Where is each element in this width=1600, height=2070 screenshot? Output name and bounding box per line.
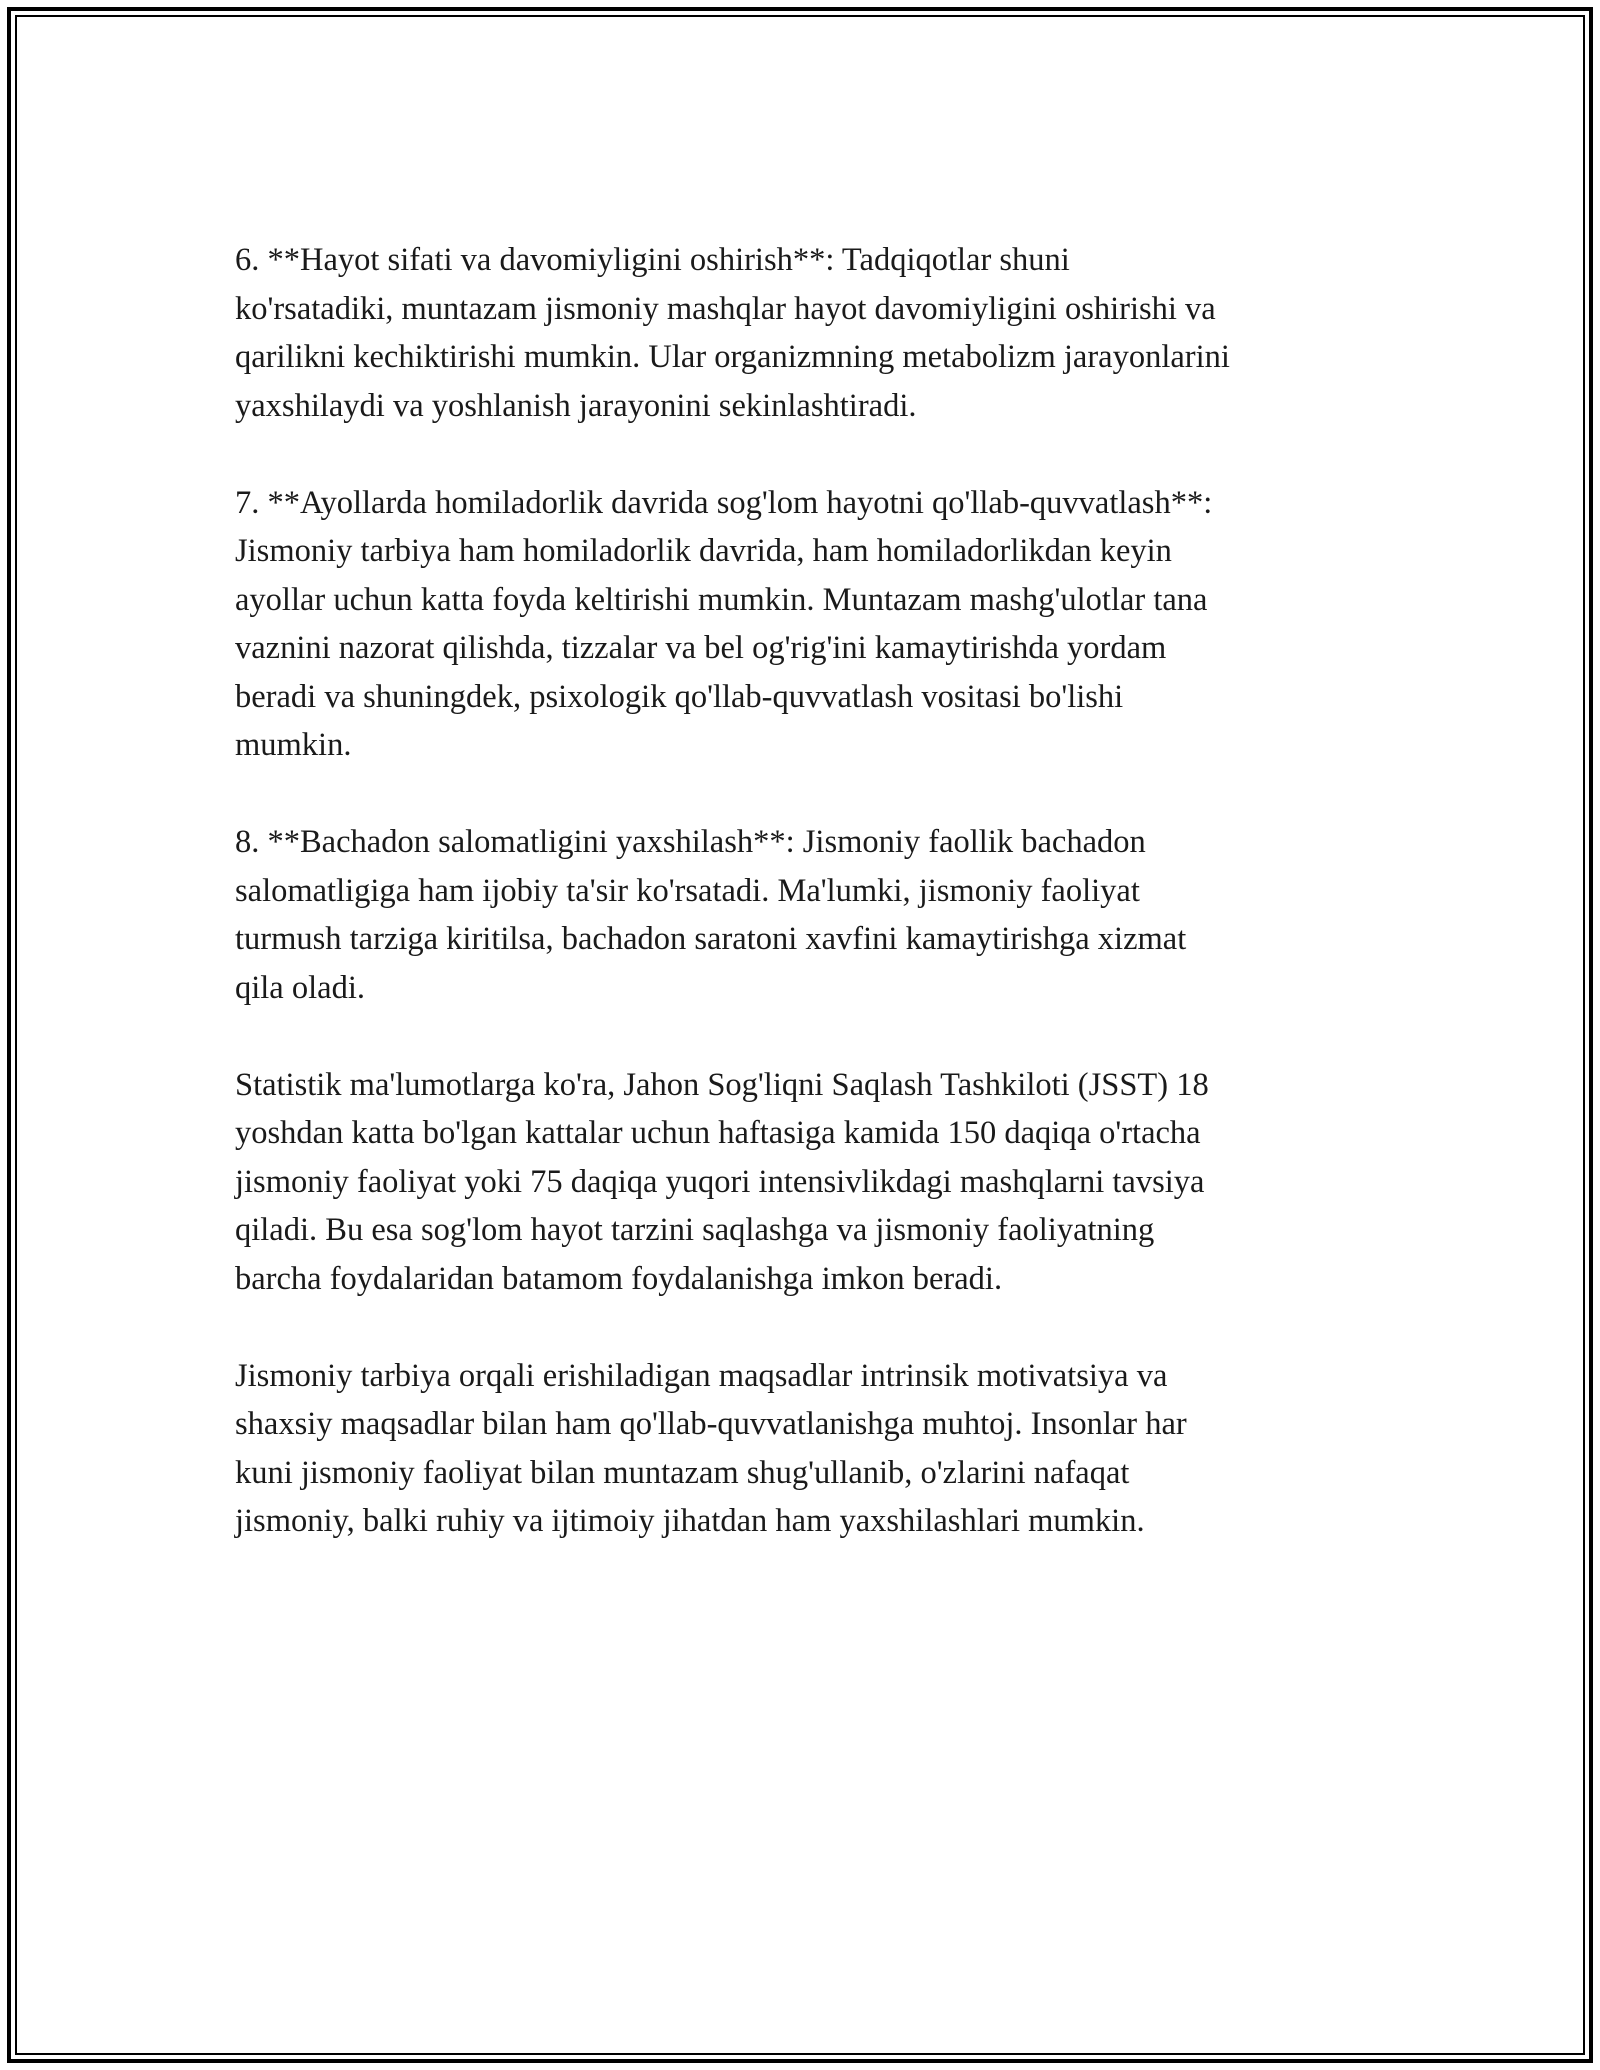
paragraph-item-8: 8. **Bachadon salomatligini yaxshilash**: Jismoniy faollik bachadon salomatligiga ham ijobiy ta'sir ko'rsatadi. Ma'lumki, jismoniy faoliyat turmush tarziga kiritilsa, bachadon saratoni xavfini kamaytirishga xizmat qila oladi. — [235, 824, 1187, 1006]
paragraph-statistics: Statistik ma'lumotlarga ko'ra, Jahon Sog'liqni Saqlash Tashkiloti (JSST) 18 yoshdan katta bo'lgan kattalar uchun haftasiga kamida 150 daqiqa o'rtacha jismoniy faoliyat yoki 75 daqiqa yuqori intensivlikdagi mashqlarni tavsiya qiladi. Bu esa sog'lom hayot tarzini saqlashga va jismoniy faoliyatning barcha foydalaridan batamom foydalanishga imkon beradi. — [235, 1066, 1209, 1297]
paragraph-item-6: 6. **Hayot sifati va davomiyligini oshirish**: Tadqiqotlar shuni ko'rsatadiki, muntazam jismoniy mashqlar hayot davomiyligini oshirishi va qarilikni kechiktirishi mumkin. Ular organizmning metabolizm jarayonlarini yaxshilaydi va yoshlanish jarayonini sekinlashtiradi. — [235, 242, 1230, 424]
document-body — [235, 236, 1370, 1594]
paragraph-item-7: 7. **Ayollarda homiladorlik davrida sog'lom hayotni qo'llab-quvvatlash**: Jismoniy tarbiya ham homiladorlik davrida, ham homiladorlikdan keyin ayollar uchun katta foyda keltirishi mumkin. Muntazam mashg'ulotlar tana vaznini nazorat qilishda, tizzalar va bel og'rig'ini kamaytirishda yordam beradi va shuningdek, psixologik qo'llab-quvvatlash vositasi bo'lishi mumkin. — [235, 484, 1213, 763]
paragraph-conclusion: Jismoniy tarbiya orqali erishiladigan maqsadlar intrinsik motivatsiya va shaxsiy maqsadlar bilan ham qo'llab-quvvatlanishga muhtoj. Insonlar har kuni jismoniy faoliyat bilan muntazam shug'ullanib, o'zlarini nafaqat jismoniy, balki ruhiy va ijtimoiy jihatdan ham yaxshilashlari mumkin. — [235, 1357, 1187, 1539]
